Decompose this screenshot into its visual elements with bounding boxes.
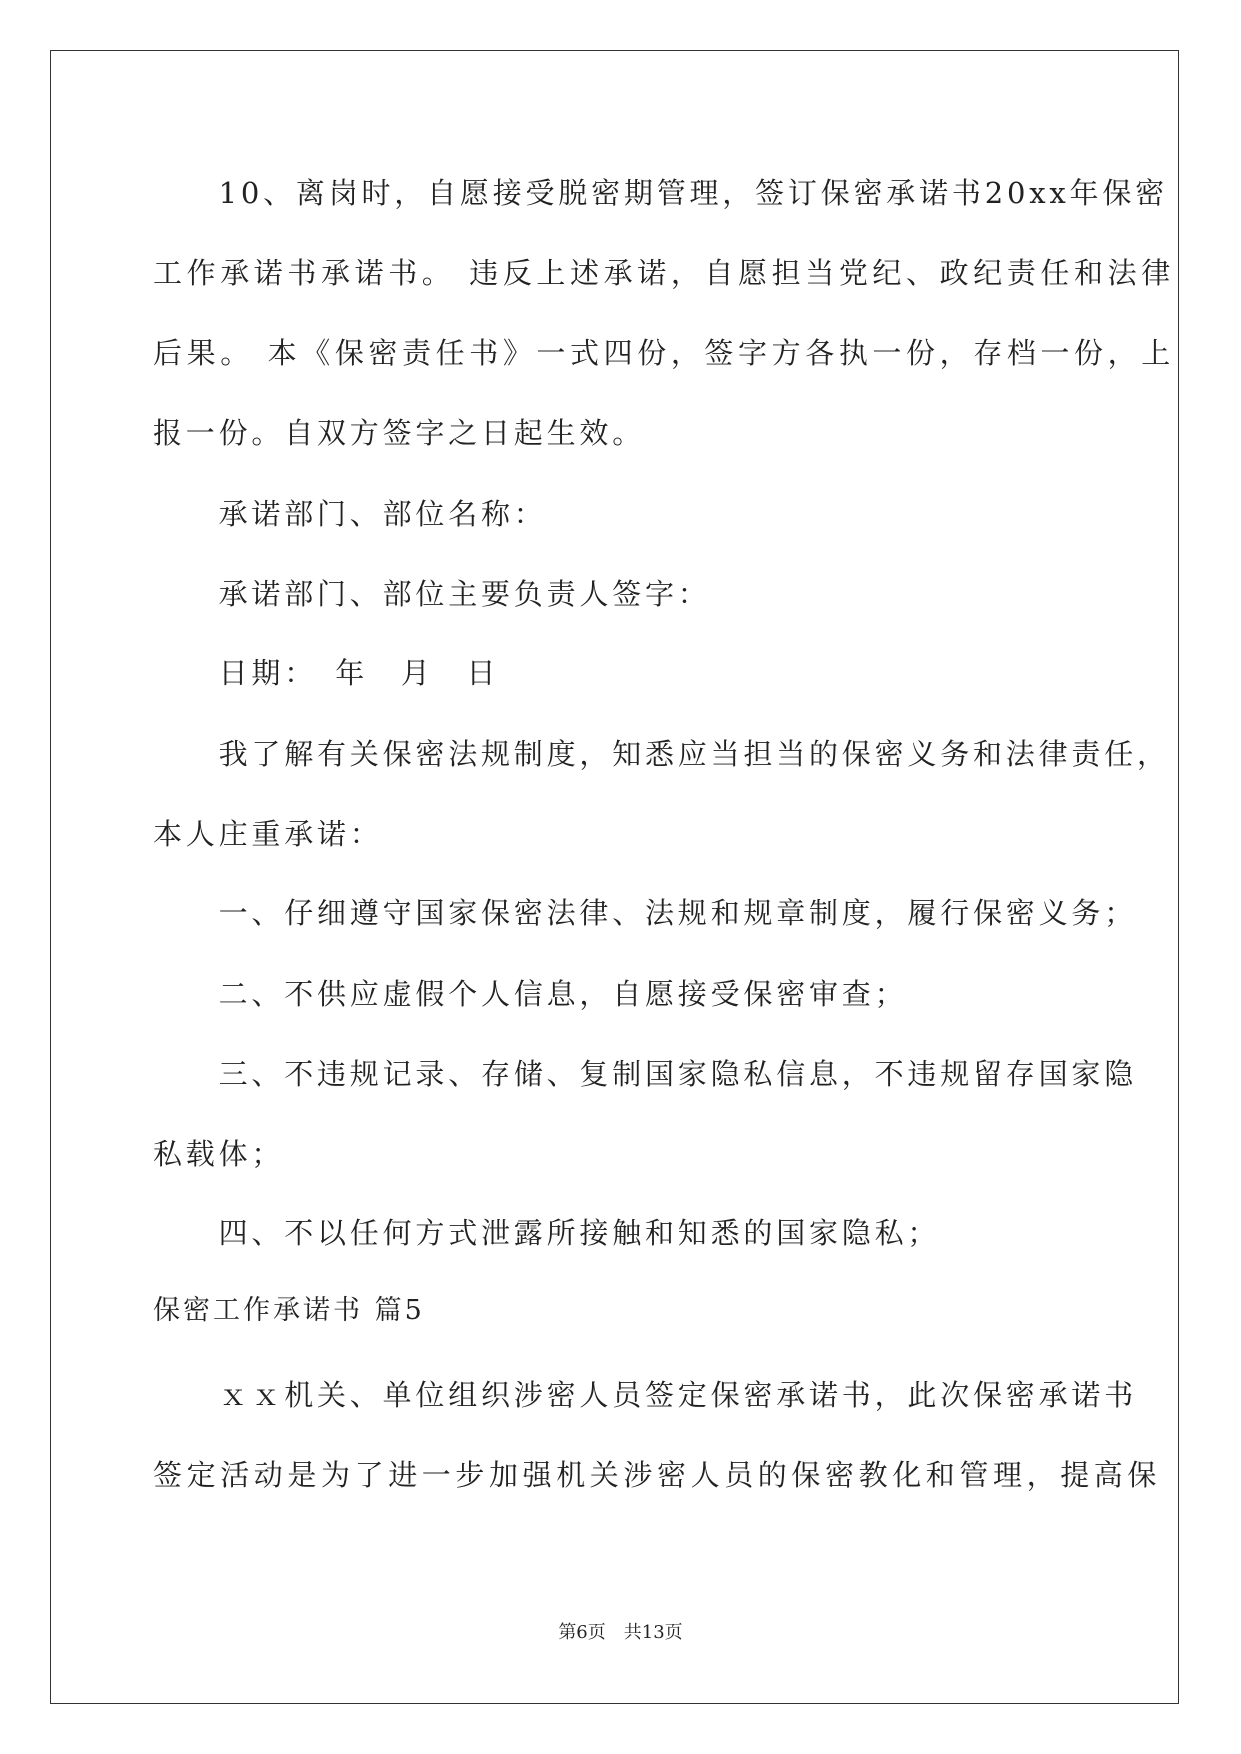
paragraph-line: 承诺部门、部位名称： [153, 497, 547, 531]
page-number-footer: 第6页 共13页 [558, 1622, 683, 1643]
paragraph-line: 二、不供应虚假个人信息，自愿接受保密审查； [153, 977, 908, 1011]
paragraph-line: 签定活动是为了进一步加强机关涉密人员的保密教化和管理，提高保 [153, 1458, 1162, 1492]
paragraph-line: 本人庄重承诺： [153, 817, 383, 851]
paragraph-line: 三、不违规记录、存储、复制国家隐私信息，不违规留存国家隐 [153, 1057, 1138, 1091]
paragraph-line: 10、离岗时，自愿接受脱密期管理，签订保密承诺书20xx年保密 [153, 176, 1168, 210]
paragraph-line: 四、不以任何方式泄露所接触和知悉的国家隐私； [153, 1216, 941, 1250]
section-heading: 保密工作承诺书 篇5 [153, 1295, 425, 1326]
paragraph-line: 私载体； [153, 1137, 285, 1171]
paragraph-line: 一、仔细遵守国家保密法律、法规和规章制度，履行保密义务； [153, 896, 1138, 930]
paragraph-line: 承诺部门、部位主要负责人签字： [153, 577, 711, 611]
paragraph-line: 工作承诺书承诺书。 违反上述承诺，自愿担当党纪、政纪责任和法律 [153, 256, 1175, 290]
paragraph-line: 报一份。自双方签字之日起生效。 [153, 416, 646, 450]
paragraph-line: 我了解有关保密法规制度，知悉应当担当的保密义务和法律责任， [153, 737, 1170, 771]
paragraph-line: ｘｘ机关、单位组织涉密人员签定保密承诺书，此次保密承诺书 [153, 1378, 1138, 1412]
paragraph-line: 日期： 年 月 日 [153, 656, 500, 690]
paragraph-line: 后果。 本《保密责任书》一式四份，签字方各执一份，存档一份，上 [153, 336, 1175, 370]
